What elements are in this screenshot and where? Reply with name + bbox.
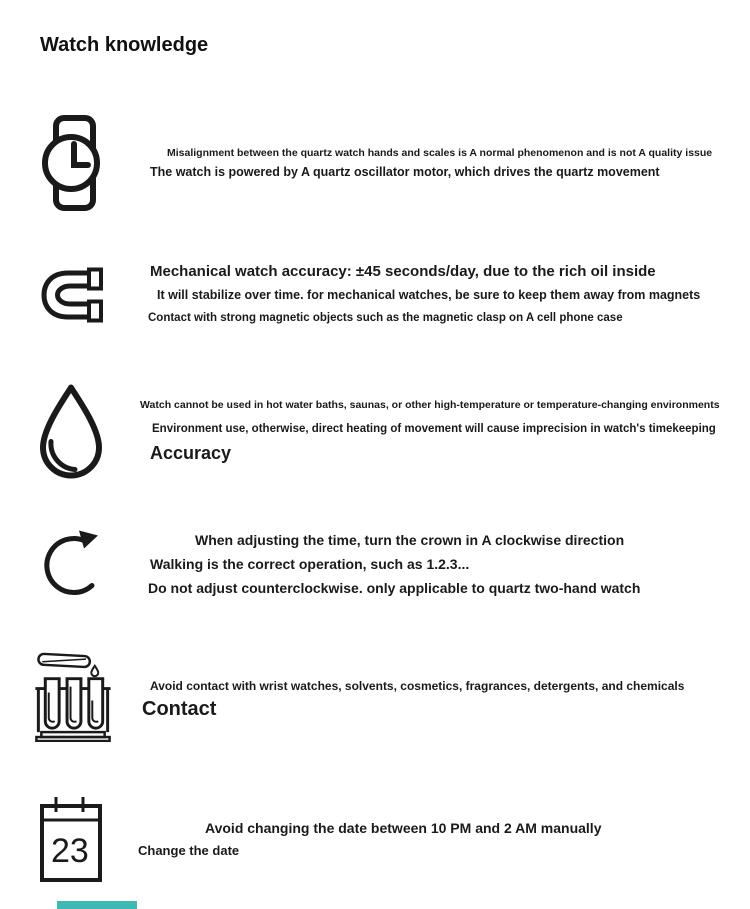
hot-water-warning: Watch cannot be used in hot water baths, saunas, or other high-temperature or temperature-changing environments (140, 399, 720, 411)
stabilize-note: It will stabilize over time. for mechanical watches, be sure to keep them away from magnets (157, 288, 701, 302)
test-tubes-icon (33, 649, 113, 742)
clockwise-rotation-icon (38, 527, 108, 602)
calendar-day: 23 (51, 832, 89, 870)
counterclockwise-warning: Do not adjust counterclockwise. only applicable to quartz two-hand watch (148, 580, 641, 596)
water-drop-icon (34, 383, 108, 482)
magnetic-contact-note: Contact with strong magnetic objects such as the magnetic clasp on A cell phone case (148, 312, 623, 324)
contact-heading: Contact (142, 698, 217, 720)
walking-note: Walking is the correct operation, such as 1.2.3... (150, 556, 470, 572)
calendar-icon (39, 794, 103, 884)
accuracy-heading: Accuracy (150, 443, 232, 463)
accuracy-spec-note: Mechanical watch accuracy: ±45 seconds/day, due to the rich oil inside (150, 263, 656, 280)
page-title: Watch knowledge (40, 34, 209, 56)
change-date-heading: Change the date (138, 843, 240, 858)
next-section-accent-bar (57, 901, 137, 909)
quartz-movement-note: The watch is powered by A quartz oscillator motor, which drives the quartz movement (150, 165, 660, 179)
chemicals-warning: Avoid contact with wrist watches, solvents, cosmetics, fragrances, detergents, and chemicals (150, 679, 685, 693)
magnet-icon (40, 266, 106, 324)
wristwatch-icon (42, 114, 106, 212)
date-change-warning: Avoid changing the date between 10 PM and 2 AM manually (205, 820, 602, 836)
misalignment-note: Misalignment between the quartz watch hands and scales is A normal phenomenon and is not A quality issue (167, 147, 713, 159)
clockwise-adjust-note: When adjusting the time, turn the crown in A clockwise direction (195, 532, 625, 548)
environment-warning: Environment use, otherwise, direct heating of movement will cause imprecision in watch's timekeeping (152, 423, 716, 435)
